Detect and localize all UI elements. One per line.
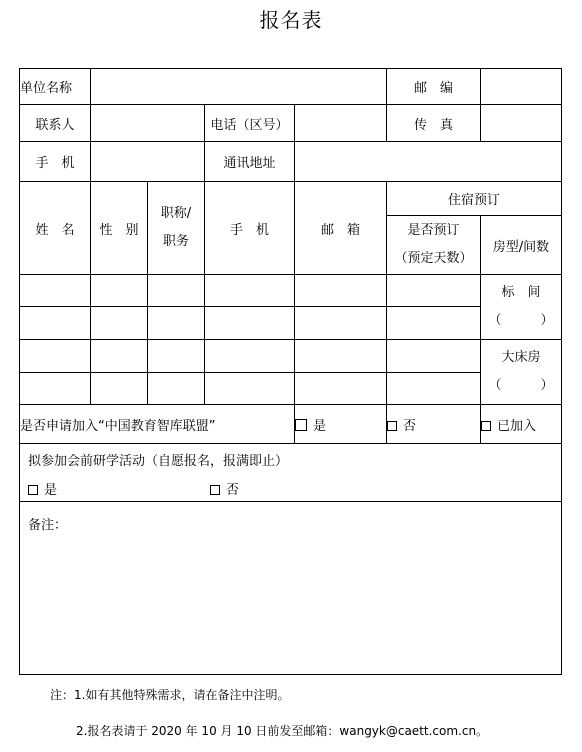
activity-no-label: 否 [226,483,240,498]
alliance-joined-checkbox[interactable] [481,421,491,431]
alliance-question: 是否申请加入“中国教育智库联盟” [20,405,295,444]
lodging-header: 住宿预订 [387,182,562,216]
activity-options [20,479,561,498]
form-title: 报名表 [259,8,323,32]
booking-header-line2: （预定天数） [394,251,473,266]
name-cell[interactable] [20,307,91,340]
name-cell[interactable] [20,275,91,307]
phone-label: 电话（区号） [205,105,295,142]
title-header-line2: 职务 [162,234,189,249]
gender-cell[interactable] [91,275,148,307]
standard-room-cell[interactable] [481,275,562,340]
alliance-joined-option[interactable] [481,405,562,444]
booking-cell[interactable] [387,307,481,340]
unit-row [20,69,562,105]
title-cell[interactable] [148,373,205,405]
remark-label: 备注： [28,518,68,533]
attendee-row [20,373,562,405]
gender-cell[interactable] [91,340,148,373]
activity-cell [20,444,562,502]
email-cell[interactable] [295,373,387,405]
room-type-header: 房型/间数 [481,216,562,275]
note-2: 2.报名表请于 2020 年 10 月 10 日前发至邮箱：wangyk@caett.com.cn。 [76,724,489,738]
unit-field[interactable] [91,69,387,105]
unit-label: 单位名称 [20,69,91,105]
standard-room-label: 标 间 [501,285,541,300]
email-cell[interactable] [295,307,387,340]
title-cell[interactable] [148,307,205,340]
fax-field[interactable] [481,105,562,142]
booking-cell[interactable] [387,275,481,307]
activity-no-checkbox[interactable] [210,485,220,495]
name-cell[interactable] [20,340,91,373]
attendee-row [20,340,562,373]
name-cell[interactable] [20,373,91,405]
alliance-row [20,405,562,444]
mobile-address-row [20,142,562,182]
contact-label: 联系人 [20,105,91,142]
attendee-header-row-1 [20,182,562,216]
remark-row [20,502,562,675]
king-room-count: （ ） [488,378,554,393]
contact-field[interactable] [91,105,205,142]
activity-yes-option[interactable] [28,479,57,498]
activity-question: 拟参加会前研学活动（自愿报名，报满即止） [28,454,289,469]
alliance-yes-option[interactable] [295,405,387,444]
alliance-no-label: 否 [403,418,417,434]
remark-field[interactable] [20,502,562,675]
title-header [148,182,205,275]
attendee-row [20,275,562,307]
title-cell[interactable] [148,340,205,373]
booking-header [387,216,481,275]
attendee-row [20,307,562,340]
alliance-yes-label: 是 [313,418,327,434]
mobile-cell[interactable] [205,340,295,373]
fax-label: 传 真 [387,105,481,142]
phone-field[interactable] [295,105,387,142]
activity-no-option[interactable] [210,479,239,498]
activity-yes-label: 是 [44,483,58,498]
mobile-cell[interactable] [205,307,295,340]
gender-cell[interactable] [91,373,148,405]
mobile-cell[interactable] [205,275,295,307]
standard-room-count: （ ） [488,313,554,328]
title-cell[interactable] [148,275,205,307]
mobile-header: 手 机 [205,182,295,275]
email-cell[interactable] [295,340,387,373]
postcode-label: 邮 编 [387,69,481,105]
booking-header-line1: 是否预订 [407,223,460,238]
gender-header: 性 别 [91,182,148,275]
mobile-top-label: 手 机 [20,142,91,182]
email-header: 邮 箱 [295,182,387,275]
alliance-yes-checkbox[interactable] [295,419,307,431]
mobile-top-field[interactable] [91,142,205,182]
alliance-no-checkbox[interactable] [387,421,397,431]
name-header: 姓 名 [20,182,91,275]
activity-yes-checkbox[interactable] [28,485,38,495]
booking-cell[interactable] [387,340,481,373]
alliance-no-option[interactable] [387,405,481,444]
king-room-cell[interactable] [481,340,562,405]
postcode-field[interactable] [481,69,562,105]
alliance-joined-label: 已加入 [497,418,537,434]
gender-cell[interactable] [91,307,148,340]
note-1: 注：1.如有其他特殊需求，请在备注中注明。 [50,688,290,702]
activity-row [20,444,562,502]
contact-row [20,105,562,142]
address-label: 通讯地址 [205,142,295,182]
king-room-label: 大床房 [501,350,541,365]
address-field[interactable] [295,142,562,182]
mobile-cell[interactable] [205,373,295,405]
title-header-line1: 职称/ [160,206,192,221]
registration-form-table [19,68,562,675]
email-cell[interactable] [295,275,387,307]
booking-cell[interactable] [387,373,481,405]
